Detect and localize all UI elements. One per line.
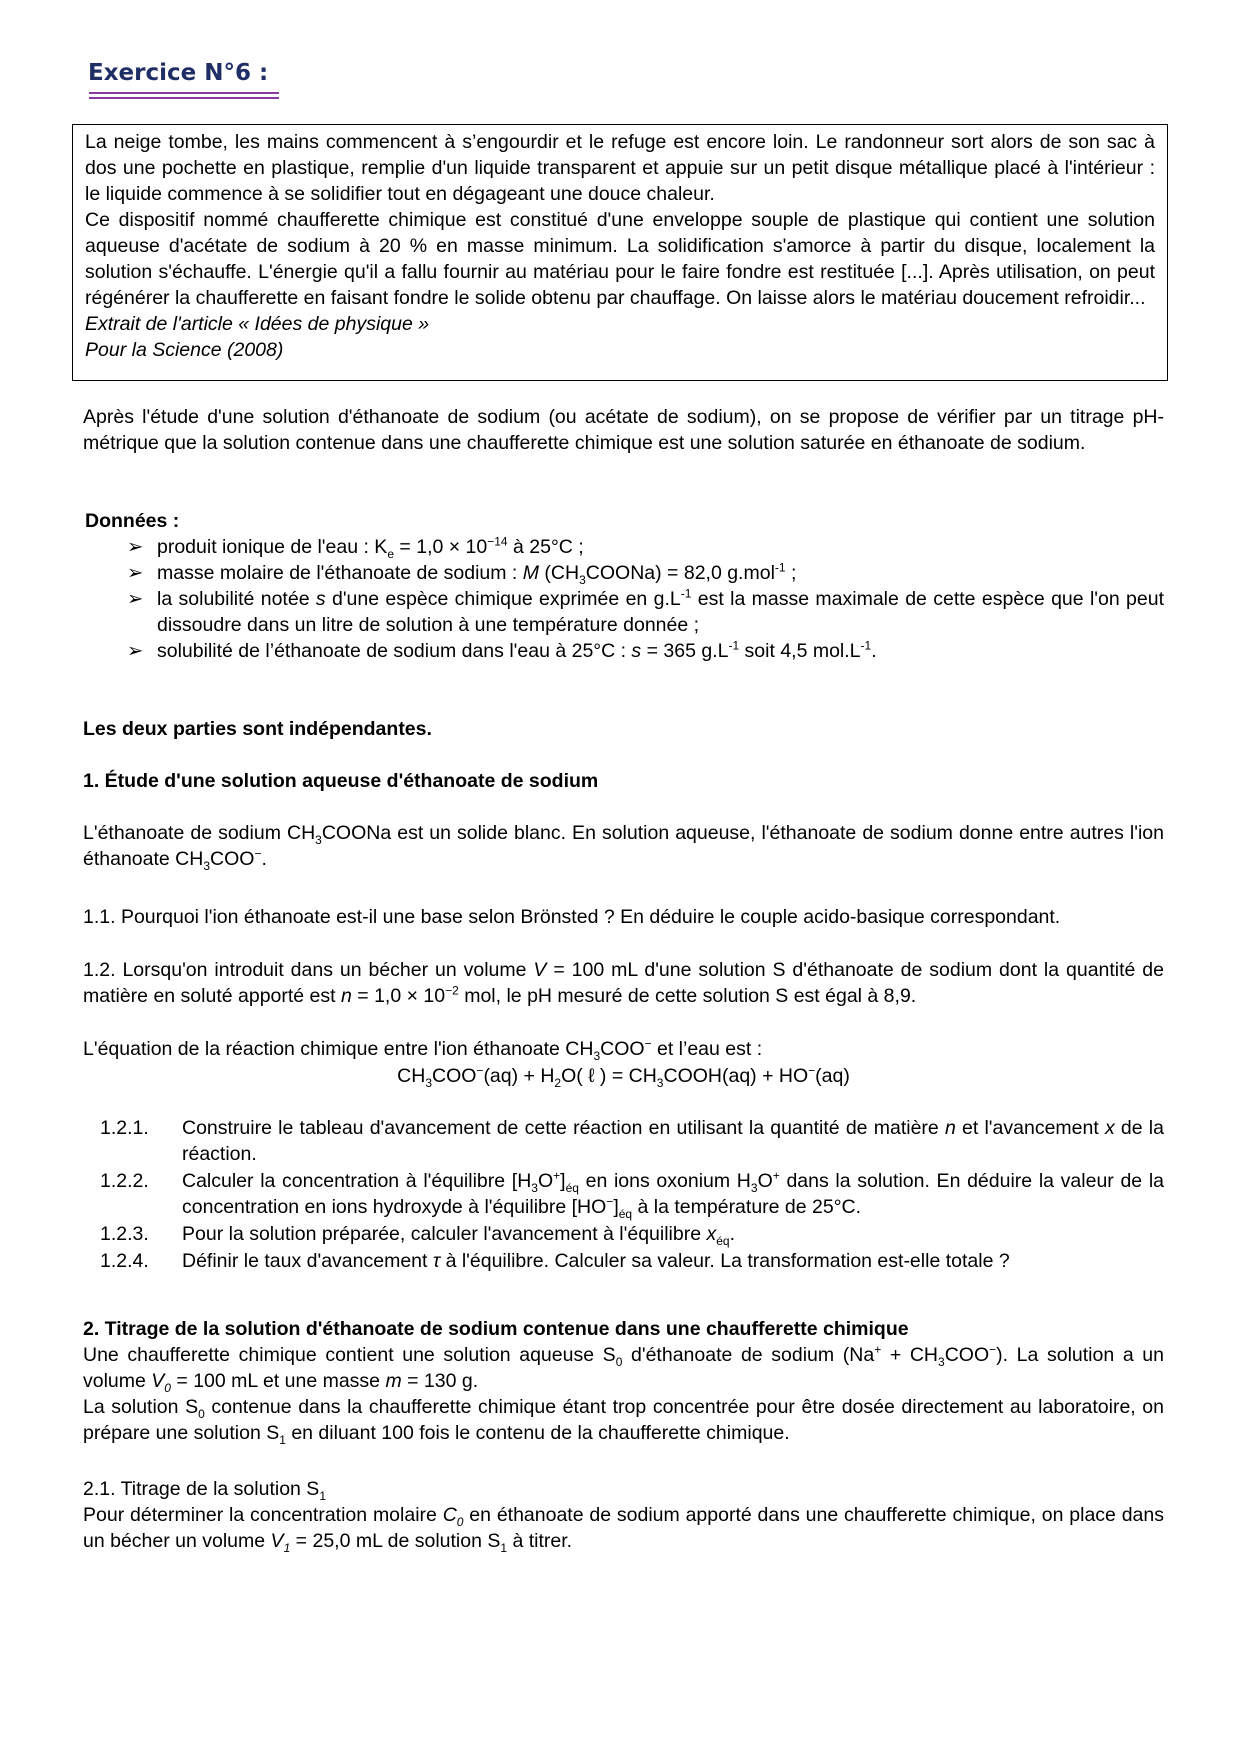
reaction-equation: $CH_3COO^-(aq) + H_2O$( ℓ ) = $CH_3COOH(aq) + HO^-(aq)$ <box>397 1063 850 1090</box>
data-item-2 <box>127 560 1164 586</box>
excerpt-source-title: Extrait de l'article « Idées de physique » <box>85 313 430 335</box>
bullet-arrow-icon: ➢ <box>127 536 144 558</box>
part2-heading: 2. Titrage de la solution d'éthanoate de sodium contenue dans une chaufferette chimique <box>83 1318 909 1340</box>
part1-heading: 1. Étude d'une solution aqueuse d'éthanoate de sodium <box>83 770 599 792</box>
subquestion-text: Pour la solution préparée, calculer l'avancement à l'équilibre $x_{éq}$. <box>182 1223 736 1248</box>
subquestion-text: Construire le tableau d'avancement de cette réaction en utilisant la quantité de matière n et l'avancement x de la réaction. <box>182 1117 1164 1165</box>
part2-paragraph-1: Une chaufferette chimique contient une solution aqueuse $S_0$ d'éthanoate de sodium $(Na^+ + CH_3COO^-)$. La solution a un volume $V_0 = 100$ mL et une masse m = 130 g. <box>83 1342 1164 1395</box>
data-heading: Données : <box>85 510 180 532</box>
subquestion-number: 1.2.3. <box>100 1223 149 1245</box>
subquestion-number: 1.2.2. <box>100 1170 149 1192</box>
subquestion-number: 1.2.4. <box>100 1250 149 1272</box>
data-item-1 <box>127 534 1164 560</box>
data-item-4-text: solubilité de l’éthanoate de sodium dans l'eau à 25°C : s = 365 $g.L^{-1}$ soit 4,5 $mol.L^{-1}$. <box>157 638 877 662</box>
article-excerpt-box <box>72 124 1168 381</box>
bullet-arrow-icon: ➢ <box>127 562 144 584</box>
equation-intro: L'équation de la réaction chimique entre l'ion éthanoate $CH_3COO^-$ et l’eau est : <box>83 1036 763 1063</box>
part2-1-paragraph: Pour déterminer la concentration molaire $C_0$ en éthanoate de sodium apporté dans une chaufferette chimique, on place dans un bécher un volume $V_1 = 25,0$ mL de solution $S_1$ à titrer. <box>83 1504 1164 1555</box>
part2-1-section <box>83 1476 1164 1554</box>
part2-section <box>83 1316 1164 1446</box>
subquestion-number: 1.2.1. <box>100 1117 149 1139</box>
bullet-arrow-icon: ➢ <box>127 588 144 610</box>
data-item-2-text: masse molaire de l'éthanoate de sodium : M $(CH_3COONa) = 82,0$ g.mol$^{-1}$ ; <box>157 560 797 587</box>
excerpt-paragraph-2: Ce dispositif nommé chaufferette chimique est constitué d'une enveloppe souple de plastique qui contient une solution aqueuse d'acétate de sodium à 20 % en masse minimum. La solidification s'amorce à partir du disque, localement la solution s'échauffe. L'énergie qu'il a fallu fournir au matériau pour le faire fondre est restituée [...]. Après utilisation, on peut régénérer la chaufferette en faisant fondre le solide obtenu par chauffage. On laisse alors le matériau doucement refroidir... <box>85 209 1155 309</box>
data-item-3-text: la solubilité notée s d'une espèce chimique exprimée en $g.L^{-1}$ est la masse maximale de cette espèce que l'on peut dissoudre dans un litre de solution à une température donnée ; <box>157 586 1164 636</box>
part2-1-heading: 2.1. Titrage de la solution $S_1$ <box>83 1478 327 1503</box>
subquestion-text: Définir le taux d'avancement τ à l'équilibre. Calculer sa valeur. La transformation est-elle totale ? <box>182 1250 1010 1272</box>
data-item-4 <box>127 638 1164 664</box>
parts-independent-note: Les deux parties sont indépendantes. <box>83 718 432 740</box>
data-item-3 <box>127 586 1164 638</box>
subquestion-1-2-3 <box>83 1221 1164 1247</box>
part1-intro: L'éthanoate de sodium $CH_3COONa$ est un solide blanc. En solution aqueuse, l'éthanoate de sodium donne entre autres l'ion éthanoate $CH_3COO^-$. <box>83 822 1164 873</box>
excerpt-source-journal: Pour la Science (2008) <box>85 339 284 361</box>
exercise-title: Exercice N°6 : <box>88 60 269 86</box>
subquestion-1-2-1 <box>83 1115 1164 1167</box>
subquestion-1-2-2 <box>83 1168 1164 1220</box>
question-1-1: 1.1. Pourquoi l'ion éthanoate est-il une base selon Brönsted ? En déduire le couple acido-basique correspondant. <box>83 906 1061 928</box>
data-section <box>83 508 1164 664</box>
subquestion-1-2-4 <box>83 1248 1164 1274</box>
excerpt-paragraph-1: La neige tombe, les mains commencent à s’engourdir et le refuge est encore loin. Le randonneur sort alors de son sac à dos une pochette en plastique, remplie d'un liquide transparent et appuie sur un petit disque métallique placé à l'intérieur : le liquide commence à se solidifier tout en dégageant une douce chaleur. <box>85 131 1155 205</box>
intro-paragraph: Après l'étude d'une solution d'éthanoate de sodium (ou acétate de sodium), on se propose de vérifier par un titrage pH-métrique que la solution contenue dans une chaufferette chimique est une solution saturée en éthanoate de sodium. <box>83 406 1164 454</box>
title-underline-second <box>89 97 279 99</box>
data-item-1-text: produit ionique de l'eau : $K_e = 1,0 \times 10^{-14}$ à 25°C ; <box>157 534 584 561</box>
subquestion-list <box>83 1115 1164 1274</box>
bullet-arrow-icon: ➢ <box>127 640 144 662</box>
subquestion-text: Calculer la concentration à l'équilibre $[H_3O^+]_{éq}$ en ions oxonium $H_3O^+$ dans la solution. En déduire la valeur de la concentration en ions hydroxyde à l'équilibre $[HO^-]_{éq}$ à la température de 25°C. <box>182 1168 1164 1221</box>
data-list <box>83 534 1164 664</box>
part2-paragraph-2: La solution $S_0$ contenue dans la chaufferette chimique étant trop concentrée pour être dosée directement au laboratoire, on prépare une solution $S_1$ en diluant 100 fois le contenu de la chaufferette chimique. <box>83 1396 1164 1447</box>
question-1-2: 1.2. Lorsqu'on introduit dans un bécher un volume V = 100 mL d'une solution S d'éthanoate de sodium dont la quantité de matière en soluté apporté est $n = 1,0 \times 10^{-2}$ mol, le pH mesuré de cette solution S est égal à 8,9. <box>83 959 1164 1007</box>
title-underline <box>89 92 279 94</box>
